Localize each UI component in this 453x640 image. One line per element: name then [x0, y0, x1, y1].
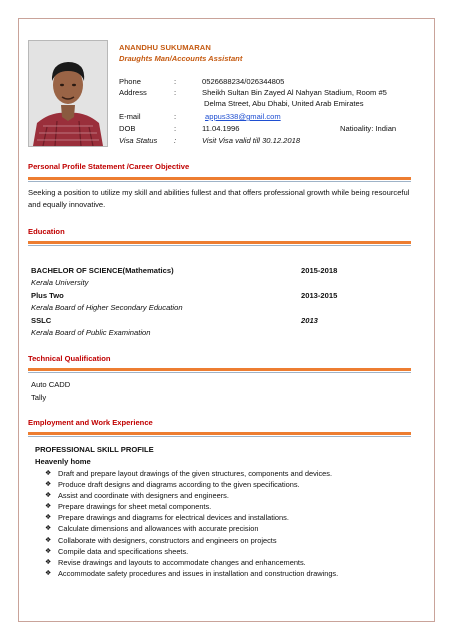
address-line2: Delma Street, Abu Dhabi, United Arab Emirates [204, 99, 364, 108]
email-separator: : [174, 112, 177, 121]
objective-text: Seeking a position to utilize my skill and abilities fullest and that offers professional growth while being resourceful and equally innovative. [28, 188, 410, 209]
visa-value: Visit Visa valid till 30.12.2018 [202, 136, 301, 145]
duty-text: Prepare drawings and diagrams for electrical devices and installations. [58, 513, 289, 523]
technical-item: Tally [31, 393, 47, 402]
list-item [45, 490, 338, 501]
list-item [45, 568, 338, 579]
diamond-bullet-icon: ❖ [45, 558, 52, 566]
diamond-bullet-icon: ❖ [45, 492, 52, 500]
education-degree: Plus Two [31, 291, 64, 300]
education-years: 2013 [301, 316, 318, 325]
duty-text: Assist and coordinate with designers and engineers. [58, 491, 229, 501]
education-institution: Kerala Board of Public Examination [31, 328, 151, 337]
address-separator: : [174, 88, 177, 97]
education-institution: Kerala University [31, 278, 89, 287]
duty-text: Draft and prepare layout drawings of the given structures, components and devices. [58, 469, 333, 478]
diamond-bullet-icon: ❖ [45, 481, 52, 489]
duty-text: Prepare drawings for sheet metal components. [58, 502, 212, 512]
duty-text: Produce draft designs and diagrams according to the given specifications. [58, 480, 300, 490]
visa-label: Visa Status [119, 136, 158, 145]
education-years: 2013-2015 [301, 291, 338, 300]
section-title-employment: Employment and Work Experience [28, 418, 153, 427]
education-years: 2015-2018 [301, 266, 338, 275]
diamond-bullet-icon: ❖ [45, 525, 52, 533]
technical-item: Auto CADD [31, 380, 71, 389]
email-link[interactable]: appus338@gmail.com [205, 112, 281, 121]
list-item [45, 501, 338, 512]
list-item [45, 546, 338, 557]
diamond-bullet-icon: ❖ [45, 470, 52, 477]
diamond-bullet-icon: ❖ [45, 503, 52, 511]
duty-text: Collaborate with designers, constructors and engineers on projects [58, 535, 277, 545]
email-label: E-mail [119, 112, 141, 121]
address-label: Address [119, 88, 147, 97]
candidate-name: ANANDHU SUKUMARAN [119, 43, 211, 52]
address-line1: Sheikh Sultan Bin Zayed Al Nahyan Stadium, Room #5 [202, 88, 387, 97]
education-degree: BACHELOR OF SCIENCE(Mathematics) [31, 266, 174, 275]
dob-value: 11.04.1996 [202, 124, 240, 133]
diamond-bullet-icon: ❖ [45, 569, 52, 577]
diamond-bullet-icon: ❖ [45, 547, 52, 555]
section-rule [28, 241, 411, 244]
dob-label: DOB [119, 124, 136, 133]
list-item [45, 523, 338, 534]
list-item [45, 468, 338, 479]
section-rule-thin [28, 245, 411, 246]
nationality: Natioality: Indian [340, 124, 397, 133]
phone-value: 0526688234/026344805 [202, 77, 285, 86]
duty-text: Calculate dimensions and allowances with accurate precision [58, 524, 259, 534]
section-rule [28, 432, 411, 435]
phone-label: Phone [119, 77, 141, 86]
section-title-objective: Personal Profile Statement /Career Objective [28, 162, 190, 171]
profile-photo [28, 40, 108, 147]
list-item [45, 479, 338, 490]
duty-text: Revise drawings and layouts to accommodate changes and enhancements. [58, 557, 306, 567]
phone-separator: : [174, 77, 177, 86]
section-rule [28, 368, 411, 371]
list-item [45, 535, 338, 546]
section-rule-thin [28, 436, 411, 437]
section-rule [28, 177, 411, 180]
diamond-bullet-icon: ❖ [45, 536, 52, 544]
candidate-role: Draughts Man/Accounts Assistant [119, 54, 243, 63]
employer-name: Heavenly home [35, 457, 91, 466]
education-institution: Kerala Board of Higher Secondary Education [31, 303, 183, 312]
duty-text: Compile data and specifications sheets. [58, 546, 189, 556]
section-rule-thin [28, 181, 411, 182]
diamond-bullet-icon: ❖ [45, 514, 52, 522]
duty-text: Accommodate safety procedures and issues in installation and construction drawings. [58, 568, 339, 578]
section-title-technical: Technical Qualification [28, 354, 111, 363]
profile-photo-image [29, 41, 107, 146]
list-item [45, 512, 338, 523]
list-item [45, 557, 338, 568]
dob-separator: : [174, 124, 177, 133]
skill-profile-heading: PROFESSIONAL SKILL PROFILE [35, 445, 154, 454]
section-title-education: Education [28, 227, 65, 236]
section-rule-thin [28, 372, 411, 373]
education-degree: SSLC [31, 316, 52, 325]
duties-list [45, 468, 338, 579]
visa-separator: : [174, 136, 177, 145]
